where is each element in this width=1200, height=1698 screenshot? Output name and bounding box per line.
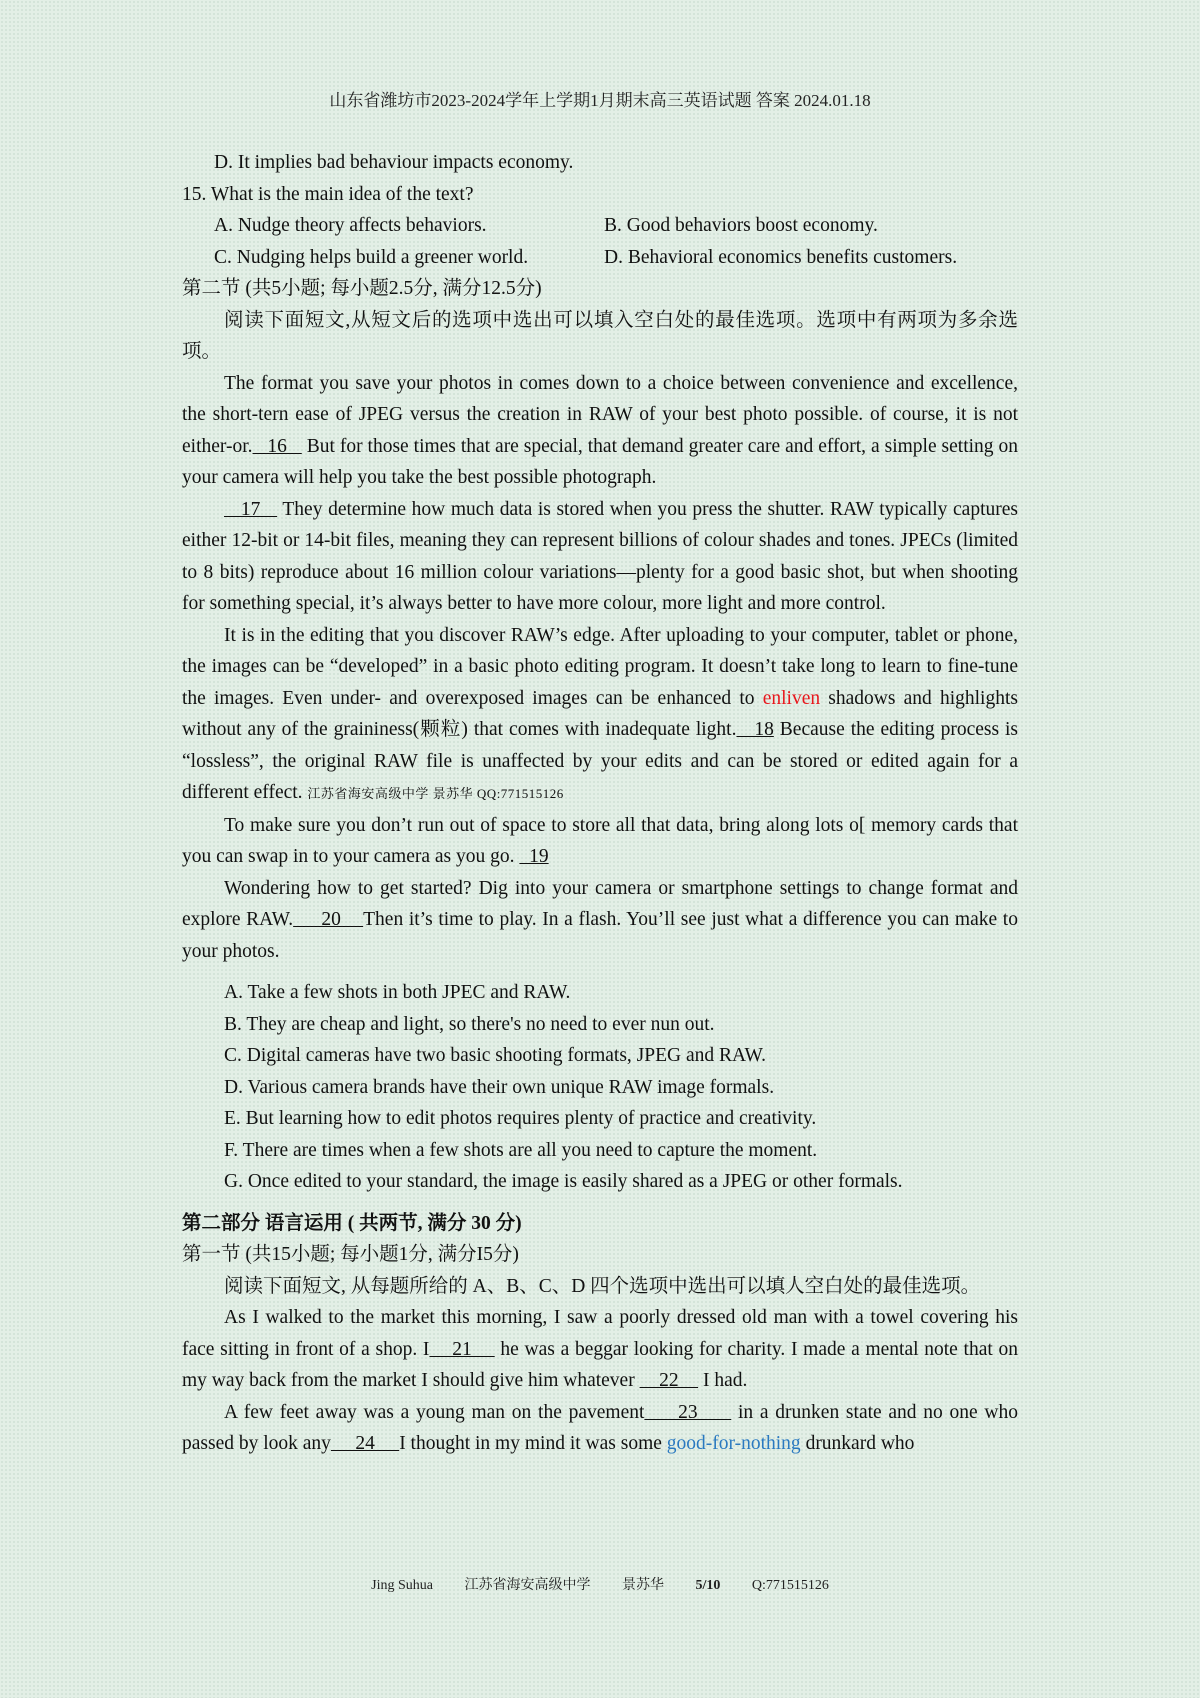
cloze-paragraph-1: As I walked to the market this morning, I saw a poorly dressed old man with a towel covering his face sitting in front of a shop. I 21 he was a beggar looking for charity. I made a mental note that on my way back from the market I should give him whatever 22 I had. bbox=[182, 1307, 1019, 1391]
passage-paragraph-3: It is in the editing that you discover RAW’s edge. After uploading to your computer, tablet or phone, the images can be “developed” in a basic photo editing program. It doesn’t take long to learn to fine-tune the images. Even under- and overexposed images can be enhanced to enliven shadows and highlights without any of the graininess(颗粒) that comes with inadequate light. 18 Because the editing process is “lossless”, the original RAW file is unaffected by your edits and can be stored or edited again for a different effect. 江苏省海安高级中学 景苏华 QQ:771515126 bbox=[182, 624, 1019, 803]
inline-watermark: 江苏省海安高级中学 景苏华 QQ:771515126 bbox=[307, 786, 564, 801]
cloze-paragraph-2: A few feet away was a young man on the pavement 23 in a drunken state and no one who passed by look any 24 I thought in my mind it was some good-for-nothing drunkard who bbox=[182, 1401, 1019, 1454]
page-header: 山东省潍坊市2023-2024学年上学期1月期末高三英语试题 答案 2024.01.18 bbox=[329, 91, 871, 110]
blank-16: 16 bbox=[252, 435, 302, 457]
highlighted-word-enliven: enliven bbox=[762, 687, 821, 709]
footer-teacher: 景苏华 bbox=[621, 1578, 664, 1593]
blank-17: 17 bbox=[224, 498, 278, 520]
footer-name: Jing Suhua bbox=[371, 1578, 433, 1593]
page-number: 5/10 bbox=[695, 1578, 721, 1593]
section2-instruction: 阅读下面短文,从短文后的选项中选出可以填入空白处的最佳选项。选项中有两项为多余选项。 bbox=[182, 309, 1018, 362]
document-body bbox=[182, 147, 1018, 1460]
blank-19: 19 bbox=[519, 846, 549, 867]
q15-option-d: D. Behavioral economics benefits customers. bbox=[604, 246, 958, 268]
q14-option-d: D. It implies bad behaviour impacts economy. bbox=[214, 152, 574, 173]
blank-24: 24 bbox=[330, 1433, 400, 1454]
section2-title: 第二节 (共5小题; 每小题2.5分, 满分12.5分) bbox=[182, 278, 542, 299]
q15-option-b: B. Good behaviors boost economy. bbox=[604, 215, 878, 236]
q15-option-c: C. Nudging helps build a greener world. bbox=[214, 246, 529, 268]
passage-paragraph-4: To make sure you don’t run out of space to store all that data, bring along lots o[ memory cards that you can swap in to your camera as you go. 19 bbox=[182, 814, 1018, 867]
blank-18: 18 bbox=[736, 719, 774, 740]
part2-section1-title: 第一节 (共15小题; 每小题1分, 满分I5分) bbox=[182, 1244, 519, 1265]
option-g: G. Once edited to your standard, the image is easily shared as a JPEG or other formals. bbox=[224, 1171, 903, 1192]
blank-23: 23 bbox=[644, 1401, 732, 1423]
passage-paragraph-5: Wondering how to get started? Dig into your camera or smartphone settings to change format and explore RAW. 20 Then it’s time to play. In a flash. You’ll see just what a difference you can make to your photos. bbox=[182, 877, 1018, 962]
q15-options-row2 bbox=[182, 242, 1018, 274]
option-b: B. They are cheap and light, so there's no need to ever nun out. bbox=[224, 1013, 715, 1035]
blank-21: 21 bbox=[429, 1338, 495, 1360]
q15-option-a: A. Nudge theory affects behaviors. bbox=[214, 215, 487, 236]
q15-options-row1 bbox=[182, 210, 1018, 242]
highlighted-word-good-for-nothing: good-for-nothing bbox=[666, 1433, 801, 1454]
passage-paragraph-1: The format you save your photos in comes down to a choice between convenience and excellence, the short-tern ease of JPEG versus the creation in RAW of your best photo possible. of course, it is not either-or. 16 But for those times that are special, that demand greater care and effort, a simple setting on your camera will help you take the best possible photograph. bbox=[182, 372, 1019, 488]
option-d: D. Various camera brands have their own unique RAW image formals. bbox=[224, 1076, 775, 1098]
option-f: F. There are times when a few shots are all you need to capture the moment. bbox=[224, 1139, 818, 1161]
footer-school: 江苏省海安高级中学 bbox=[464, 1578, 591, 1593]
blank-22: 22 bbox=[639, 1370, 699, 1391]
answer-options-list bbox=[182, 977, 1018, 1198]
option-c: C. Digital cameras have two basic shooting formats, JPEG and RAW. bbox=[224, 1045, 767, 1066]
blank-20: 20 bbox=[293, 909, 364, 930]
page-footer bbox=[0, 1574, 1200, 1594]
part2-title: 第二部分 语言运用 ( 共两节, 满分 30 分) bbox=[182, 1212, 522, 1234]
part2-instruction: 阅读下面短文, 从每题所给的 A、B、C、D 四个选项中选出可以填人空白处的最佳选项。 bbox=[224, 1275, 981, 1297]
option-a: A. Take a few shots in both JPEC and RAW. bbox=[224, 982, 571, 1003]
passage-paragraph-2: 17 They determine how much data is stored when you press the shutter. RAW typically captures either 12-bit or 14-bit files, meaning they can represent billions of colour shades and tones. JPECs (limited to 8 bits) reproduce about 16 million colour variations—plenty for a good basic shot, but when shooting for something special, it’s always better to have more colour, more light and more control. bbox=[182, 498, 1018, 614]
footer-qq: Q:771515126 bbox=[751, 1578, 829, 1593]
q15-stem: 15. What is the main idea of the text? bbox=[182, 183, 474, 205]
option-e: E. But learning how to edit photos requires plenty of practice and creativity. bbox=[224, 1108, 817, 1129]
